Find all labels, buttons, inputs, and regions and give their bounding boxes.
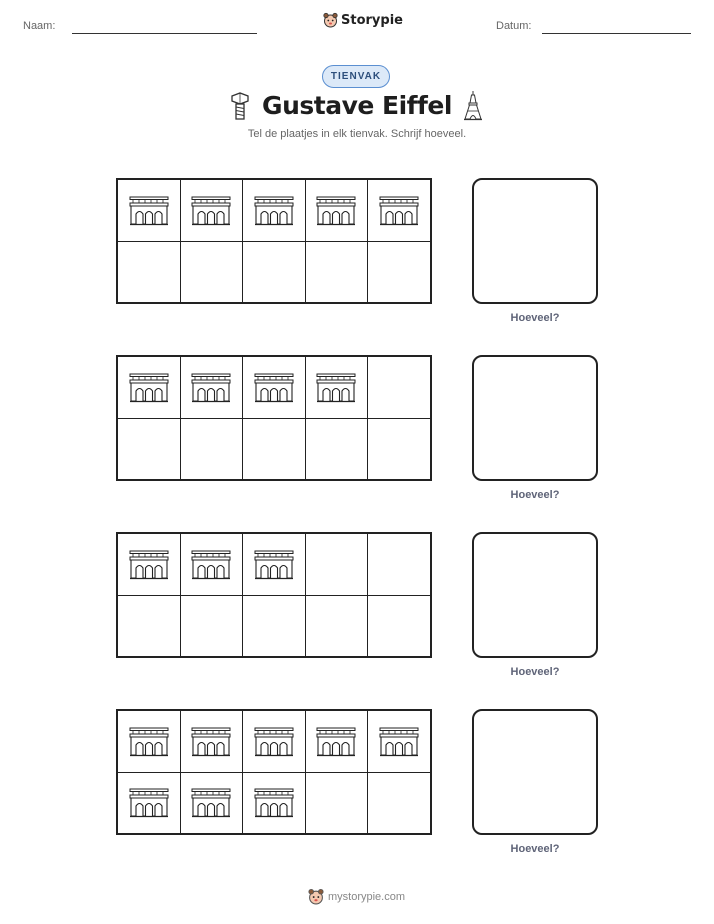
- ten-frame-cell: [118, 711, 181, 773]
- ten-frame-cell: [243, 711, 306, 773]
- ten-frame-cell: [243, 241, 306, 303]
- ten-frame-cell: [118, 241, 181, 303]
- ten-frame-cell: [180, 772, 243, 834]
- ten-frame-cell: [305, 418, 368, 480]
- ten-frame: [116, 355, 432, 481]
- bridge-icon: [316, 373, 356, 403]
- bridge-icon: [129, 373, 169, 403]
- ten-frame-cell: [305, 711, 368, 773]
- ten-frame-cell: [118, 534, 181, 596]
- bridge-icon: [254, 373, 294, 403]
- ten-frame-cell: [305, 357, 368, 419]
- bridge-icon: [254, 788, 294, 818]
- ten-frame-cell: [368, 711, 431, 773]
- ten-frame-cell: [368, 180, 431, 242]
- ten-frame-cell: [118, 357, 181, 419]
- name-line[interactable]: [72, 33, 257, 34]
- ten-frame-cell: [305, 772, 368, 834]
- eiffel-tower-icon: [462, 90, 484, 122]
- ten-frame: [116, 532, 432, 658]
- ten-frame-cell: [180, 241, 243, 303]
- ten-frame-cell: [243, 180, 306, 242]
- ten-frame-cell: [243, 595, 306, 657]
- ten-frame-cell: [118, 418, 181, 480]
- ten-frame-cell: [368, 357, 431, 419]
- ten-frame-cell: [368, 595, 431, 657]
- answer-label: Hoeveel?: [510, 489, 560, 501]
- bridge-icon: [191, 727, 231, 757]
- category-badge: TIENVAK: [322, 65, 390, 88]
- ten-frame-cell: [368, 772, 431, 834]
- bridge-icon: [379, 727, 419, 757]
- ten-frame: [116, 178, 432, 304]
- page-title: Gustave Eiffel: [262, 91, 452, 120]
- bridge-icon: [129, 788, 169, 818]
- bridge-icon: [316, 196, 356, 226]
- bridge-icon: [191, 788, 231, 818]
- ten-frame-cell: [118, 595, 181, 657]
- answer-box[interactable]: [472, 532, 598, 658]
- ten-frame-cell: [243, 418, 306, 480]
- bridge-icon: [379, 196, 419, 226]
- bridge-icon: [191, 373, 231, 403]
- brand-logo: [323, 12, 403, 28]
- answer-label: Hoeveel?: [510, 843, 560, 855]
- ten-frame-cell: [305, 595, 368, 657]
- instruction-text: Tel de plaatjes in elk tienvak. Schrijf hoeveel.: [247, 128, 467, 140]
- ten-frame-cell: [180, 418, 243, 480]
- ten-frame-cell: [243, 534, 306, 596]
- ten-frame-cell: [118, 772, 181, 834]
- bridge-icon: [254, 196, 294, 226]
- answer-box[interactable]: [472, 709, 598, 835]
- bridge-icon: [129, 550, 169, 580]
- bridge-icon: [316, 727, 356, 757]
- bridge-icon: [129, 727, 169, 757]
- ten-frame-cell: [180, 534, 243, 596]
- footer: [308, 888, 405, 905]
- date-line[interactable]: [542, 33, 691, 34]
- bridge-icon: [254, 727, 294, 757]
- ten-frame-cell: [180, 180, 243, 242]
- ten-frame-cell: [305, 241, 368, 303]
- bridge-icon: [191, 196, 231, 226]
- ten-frame-cell: [180, 595, 243, 657]
- ten-frame-cell: [180, 357, 243, 419]
- brand-name: Storypie: [341, 12, 403, 28]
- ten-frame-cell: [180, 711, 243, 773]
- ten-frame-cell: [305, 180, 368, 242]
- answer-label: Hoeveel?: [510, 312, 560, 324]
- ten-frame-cell: [305, 534, 368, 596]
- ten-frame-cell: [243, 357, 306, 419]
- footer-url: mystorypie.com: [328, 890, 406, 903]
- ten-frame-cell: [368, 534, 431, 596]
- bridge-icon: [129, 196, 169, 226]
- bridge-icon: [191, 550, 231, 580]
- date-label: Datum:: [496, 20, 532, 32]
- storypie-mascot-icon: [323, 12, 338, 28]
- storypie-mascot-icon: [308, 888, 324, 905]
- answer-box[interactable]: [472, 178, 598, 304]
- name-label: Naam:: [23, 20, 56, 32]
- ten-frame-cell: [368, 241, 431, 303]
- ten-frame: [116, 709, 432, 835]
- bridge-icon: [254, 550, 294, 580]
- answer-box[interactable]: [472, 355, 598, 481]
- ten-frame-cell: [243, 772, 306, 834]
- ten-frame-cell: [118, 180, 181, 242]
- answer-label: Hoeveel?: [510, 666, 560, 678]
- ten-frame-cell: [368, 418, 431, 480]
